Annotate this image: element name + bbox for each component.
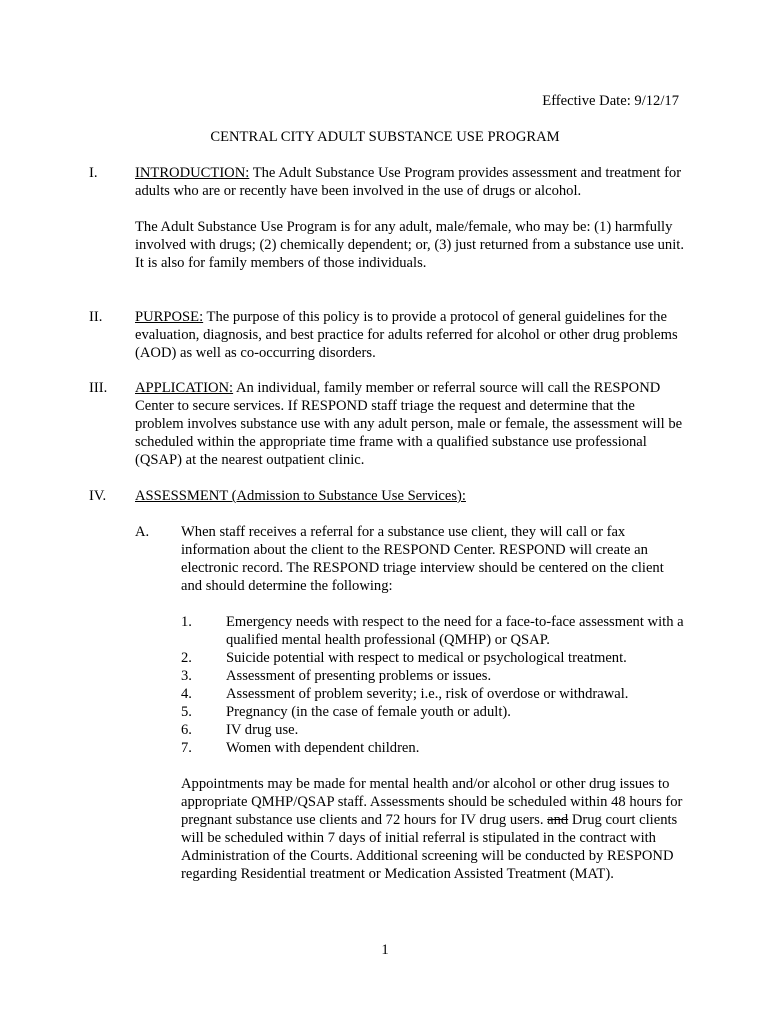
closing-text-end: Drug court clients will be scheduled within 7 days of initial referral is stipulated in the contract with Administration of the Courts. Additional screening will be conducted by RESPOND regarding Residential treatment or Medication Assisted Treatment (MAT).	[181, 812, 678, 882]
subsection-a	[135, 523, 684, 883]
section-text: An individual, family member or referral source will call the RESPOND Center to secure services. If RESPOND staff triage the request and determine that the problem involves substance use with any adult person, male or female, the assessment will be scheduled within the appropriate time frame with a qualified substance use professional (QSAP) at the nearest outpatient clinic.	[135, 380, 683, 468]
section-paragraph	[135, 308, 684, 362]
section-paragraph	[135, 487, 684, 505]
list-item	[181, 721, 684, 739]
list-item-number: 4.	[181, 686, 192, 702]
list-item	[181, 685, 684, 703]
section-heading: ASSESSMENT (Admission to Substance Use Services):	[135, 488, 466, 504]
section-text: The purpose of this policy is to provide a protocol of general guidelines for the evaluation, diagnosis, and best practice for adults referred for alcohol or other drug problems (AOD) as well as co-occurring disorders.	[135, 309, 678, 361]
list-item	[181, 739, 684, 757]
section-introduction	[89, 164, 684, 272]
struck-word: and	[547, 812, 569, 828]
list-item-number: 2.	[181, 650, 192, 666]
page-number: 1	[381, 942, 389, 958]
subsection-closing	[181, 775, 684, 883]
subsection-letter: A.	[135, 524, 150, 540]
closing-text-start: Appointments may be made for mental health and/or alcohol or other drug issues to appropriate QMHP/QSAP staff. Assessments should be scheduled within 48 hours for pregnant substance use clients and 72 hours for IV drug users.	[181, 776, 683, 828]
section-numeral: IV.	[89, 488, 107, 504]
section-numeral: III.	[89, 380, 108, 396]
section-purpose	[89, 308, 684, 362]
section-application	[89, 379, 684, 469]
list-item	[181, 613, 684, 649]
triage-criteria-list	[181, 613, 684, 757]
section-numeral: I.	[89, 165, 98, 181]
subsection-intro: When staff receives a referral for a substance use client, they will call or fax information about the client to the RESPOND Center. RESPOND will create an electronic record. The RESPOND triage interview should be centered on the client and should determine the following:	[181, 524, 664, 594]
list-item-text: Suicide potential with respect to medical or psychological treatment.	[226, 650, 627, 666]
section-paragraph	[135, 164, 684, 200]
section-paragraph	[135, 379, 684, 469]
list-item-text: Women with dependent children.	[226, 740, 420, 756]
section-paragraph-2: The Adult Substance Use Program is for any adult, male/female, who may be: (1) harmfully involved with drugs; (2) chemically dependent; or, (3) just returned from a substance use unit. It is also for family members of those individuals.	[135, 219, 684, 271]
document-title: CENTRAL CITY ADULT SUBSTANCE USE PROGRAM	[210, 129, 560, 145]
list-item-number: 6.	[181, 722, 192, 738]
list-item-number: 7.	[181, 740, 192, 756]
list-item-text: Pregnancy (in the case of female youth or adult).	[226, 704, 511, 720]
list-item	[181, 667, 684, 685]
section-numeral: II.	[89, 309, 103, 325]
section-assessment	[89, 487, 684, 505]
list-item-number: 3.	[181, 668, 192, 684]
section-heading: PURPOSE:	[135, 309, 204, 325]
list-item-text: IV drug use.	[226, 722, 299, 738]
list-item	[181, 649, 684, 667]
section-heading: APPLICATION:	[135, 380, 234, 396]
list-item-text: Assessment of presenting problems or issues.	[226, 668, 492, 684]
list-item-text: Assessment of problem severity; i.e., risk of overdose or withdrawal.	[226, 686, 629, 702]
list-item	[181, 703, 684, 721]
effective-date: Effective Date: 9/12/17	[542, 93, 679, 109]
section-text: The Adult Substance Use Program provides assessment and treatment for adults who are or recently have been involved in the use of drugs or alcohol.	[135, 165, 682, 199]
list-item-number: 5.	[181, 704, 192, 720]
list-item-text: Emergency needs with respect to the need for a face-to-face assessment with a qualified mental health professional (QMHP) or QSAP.	[226, 614, 684, 648]
list-item-number: 1.	[181, 614, 192, 630]
section-heading: INTRODUCTION:	[135, 165, 250, 181]
